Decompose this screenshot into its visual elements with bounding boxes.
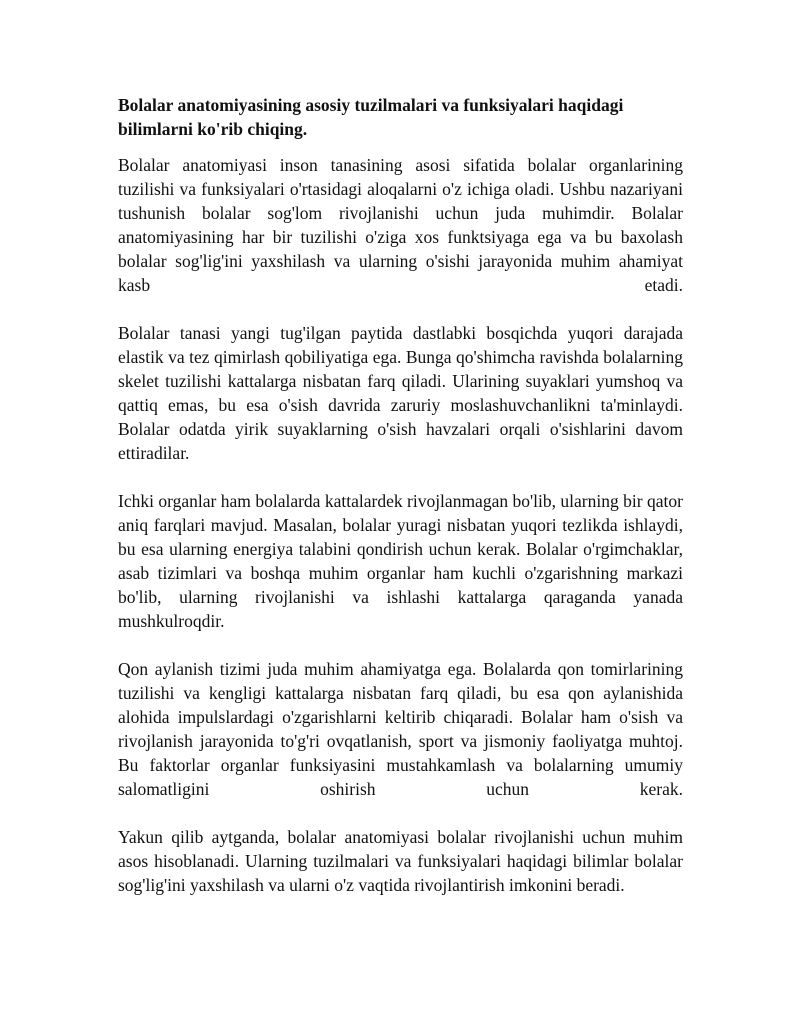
paragraph-2: Bolalar tanasi yangi tug'ilgan paytida dastlabki bosqichda yuqori darajada elastik va tez qimirlash qobiliyatiga ega. Bunga qo'shimcha ravishda bolalarning skelet tuzilishi kattalarga nisbatan farq qiladi. Ularining suyaklari yumshoq va qattiq emas, bu esa o'sish davrida zaruriy moslashuvchanlikni ta'minlaydi. Bolalar odatda yirik suyaklarning o'sish havzalari orqali o'sishlarini davom ettiradilar.	[118, 323, 683, 463]
paragraph-5: Yakun qilib aytganda, bolalar anatomiyasi bolalar rivojlanishi uchun muhim asos hisoblanadi. Ularning tuzilmalari va funksiyalari haqidagi bilimlar bolalar sog'lig'ini yaxshilash va ularni o'z vaqtida rivojlantirish imkonini beradi.	[118, 827, 683, 895]
paragraph-3: Ichki organlar ham bolalarda kattalardek rivojlanmagan bo'lib, ularning bir qator aniq farqlari mavjud. Masalan, bolalar yuragi nisbatan yuqori tezlikda ishlaydi, bu esa ularning energiya talabini qondirish uchun kerak. Bolalar o'rgimchaklar, asab tizimlari va boshqa muhim organlar ham kuchli o'zgarishning markazi bo'lib, ularning rivojlanishi va ishlashi kattalarga qaraganda yanada mushkulroqdir.	[118, 491, 683, 631]
document-title: Bolalar anatomiyasining asosiy tuzilmalari va funksiyalari haqidagi bilimlarni ko'rib chiqing.	[118, 95, 624, 139]
paragraph-1: Bolalar anatomiyasi inson tanasining asosi sifatida bolalar organlarining tuzilishi va funksiyalari o'rtasidagi aloqalarni o'z ichiga oladi. Ushbu nazariyani tushunish bolalar sog'lom rivojlanishi uchun juda muhimdir. Bolalar anatomiyasining har bir tuzilishi o'ziga xos funktsiyaga ega va bu baxolash bolalar sog'lig'ini yaxshilash va ularning o'sishi jarayonida muhim ahamiyat kasb etadi.	[118, 155, 683, 295]
document-page	[118, 93, 683, 921]
paragraph-4: Qon aylanish tizimi juda muhim ahamiyatga ega. Bolalarda qon tomirlarining tuzilishi va kengligi kattalarga nisbatan farq qiladi, bu esa qon aylanishida alohida impulslardagi o'zgarishlarni keltirib chiqaradi. Bolalar ham o'sish va rivojlanish jarayonida to'g'ri ovqatlanish, sport va jismoniy faoliyatga muhtoj. Bu faktorlar organlar funksiyasini mustahkamlash va bolalarning umumiy salomatligini oshirish uchun kerak.	[118, 659, 683, 799]
